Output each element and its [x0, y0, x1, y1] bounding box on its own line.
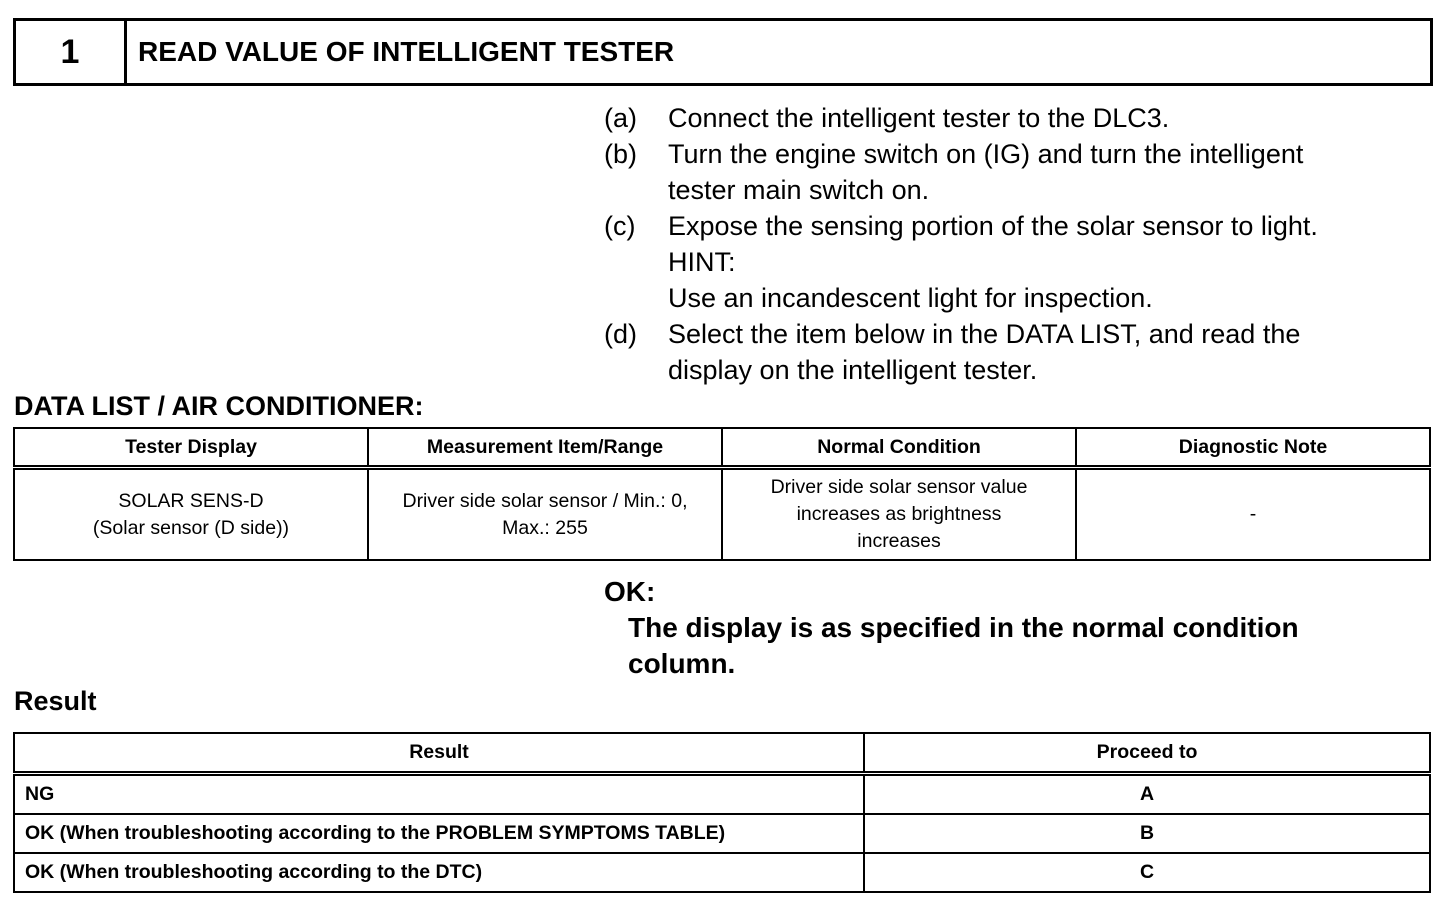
table-header-row — [14, 733, 1430, 774]
cell-line: SOLAR SENS-D — [118, 489, 264, 512]
step-title: READ VALUE OF INTELLIGENT TESTER — [138, 36, 675, 67]
instruction-line: tester main switch on. — [668, 175, 930, 205]
table-row — [14, 774, 1430, 815]
proceed-cell: A — [864, 774, 1430, 815]
data-list-table — [13, 427, 1431, 561]
column-header: Result — [14, 733, 864, 774]
table-header-row — [14, 428, 1430, 468]
ok-criteria — [604, 574, 1424, 682]
instruction-line: Turn the engine switch on (IG) and turn the intelligent — [668, 139, 1304, 169]
step-number: 1 — [16, 21, 127, 83]
instruction-line: Select the item below in the DATA LIST, and read the — [668, 319, 1301, 349]
table-row — [14, 814, 1430, 853]
result-heading: Result — [14, 686, 97, 716]
instruction-d — [604, 316, 1434, 388]
cell-line: increases — [857, 530, 941, 552]
ok-line: The display is as specified in the normal condition — [628, 612, 1299, 643]
proceed-cell: C — [864, 853, 1430, 892]
result-cell: NG — [14, 774, 864, 815]
ok-label: OK: — [604, 576, 656, 607]
result-cell: OK (When troubleshooting according to the DTC) — [14, 853, 864, 892]
proceed-cell: B — [864, 814, 1430, 853]
result-table — [13, 732, 1431, 893]
instruction-line: Connect the intelligent tester to the DLC3. — [668, 103, 1170, 133]
ok-line: column. — [628, 648, 736, 679]
ok-text — [604, 610, 1424, 682]
cell-line: Driver side solar sensor / Min.: 0, — [402, 489, 688, 512]
column-header: Tester Display — [14, 428, 368, 468]
instruction-letter: (c) — [604, 211, 636, 241]
column-header: Measurement Item/Range — [368, 428, 722, 468]
instruction-list — [604, 100, 1434, 388]
instruction-text — [668, 316, 1434, 388]
diagnostic-note-cell: - — [1076, 468, 1430, 561]
data-list-heading: DATA LIST / AIR CONDITIONER: — [14, 391, 424, 421]
instruction-text — [668, 100, 1434, 136]
instruction-text — [668, 208, 1434, 316]
cell-line: (Solar sensor (D side)) — [92, 516, 290, 539]
table-row — [14, 853, 1430, 892]
normal-condition-cell — [722, 468, 1076, 561]
tester-display-cell — [14, 468, 368, 561]
instruction-letter: (a) — [604, 103, 637, 133]
instruction-line: Expose the sensing portion of the solar sensor to light. — [668, 211, 1318, 241]
column-header: Normal Condition — [722, 428, 1076, 468]
instruction-text — [668, 136, 1434, 208]
cell-line: Driver side solar sensor value — [770, 476, 1028, 498]
instruction-line: display on the intelligent tester. — [668, 355, 1038, 385]
instruction-b — [604, 136, 1434, 208]
column-header: Proceed to — [864, 733, 1430, 774]
cell-line: increases as brightness — [796, 503, 1002, 525]
instruction-letter: (d) — [604, 319, 637, 349]
result-cell: OK (When troubleshooting according to the PROBLEM SYMPTOMS TABLE) — [14, 814, 864, 853]
hint-text: Use an incandescent light for inspection. — [668, 283, 1153, 313]
table-row — [14, 468, 1430, 561]
column-header: Diagnostic Note — [1076, 428, 1430, 468]
hint-label: HINT: — [668, 247, 736, 277]
cell-line: Max.: 255 — [502, 516, 588, 539]
instruction-c — [604, 208, 1434, 316]
measurement-cell — [368, 468, 722, 561]
instruction-a — [604, 100, 1434, 136]
step-header — [13, 18, 1433, 86]
instruction-letter: (b) — [604, 139, 637, 169]
